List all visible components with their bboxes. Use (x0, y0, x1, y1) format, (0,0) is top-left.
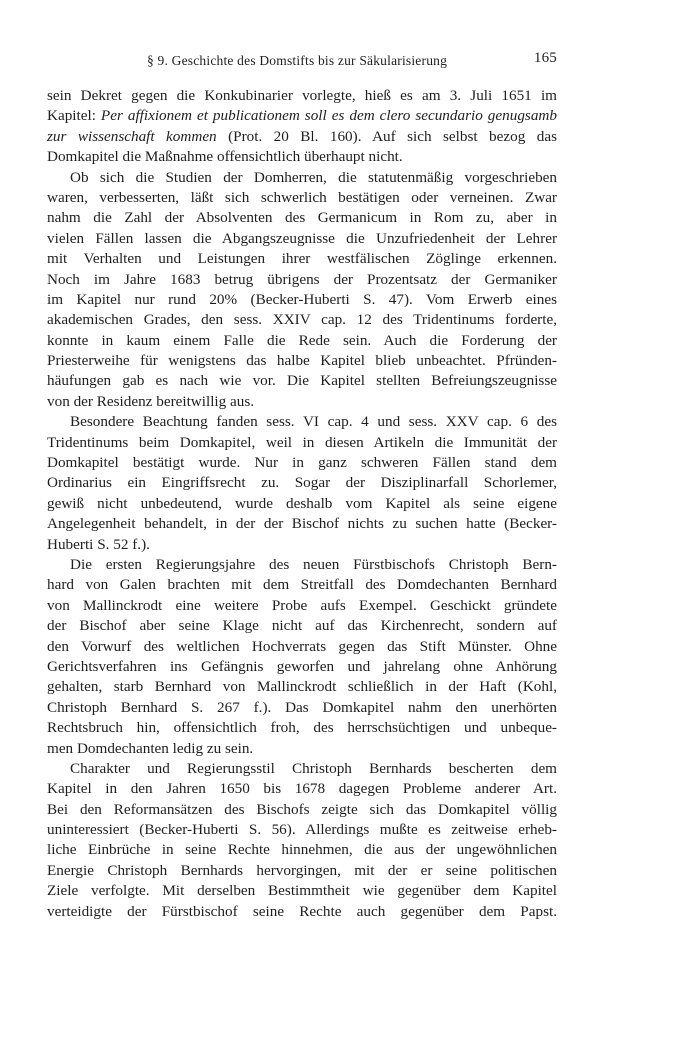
text-run: den Vorwurf des weltlichen Hochverrats gegen das Stift Münster. Ohne (47, 637, 557, 655)
text-run: gehalten, starb Bernhard von Mallinckrodt schließlich in der Haft (Kohl, (47, 678, 557, 696)
text-run: Energie Christoph Bernhards hervorgingen, mit der er seine politischen (47, 861, 557, 879)
text-run: hard von Galen brachten mit dem Streitfall des Domdechanten Bernhard (47, 576, 557, 594)
text-run: men Domdechanten ledig zu sein. (47, 739, 254, 757)
text-line (47, 840, 557, 860)
text-run: verteidigte der Fürstbischof seine Rechte auch gegenüber dem Papst. (47, 902, 557, 920)
text-run: Rechtsbruch hin, offensichtlich froh, des herrschsüchtigen und unbeque- (47, 719, 557, 737)
text-line (47, 433, 557, 453)
text-run: waren, verbesserten, läßt sich schwerlich bestätigen oder verneinen. Zwar (47, 188, 557, 206)
text-run: häufungen gab es nach wie vor. Die Kapitel stellten Befreiungszeugnisse (47, 372, 557, 390)
text-run: Christoph Bernhard S. 267 f.). Das Domkapitel nahm den unerhörten (47, 698, 557, 716)
text-line (47, 106, 557, 126)
text-run: gewiß nicht unbedeutend, wurde deshalb vom Kapitel als seine eigene (47, 494, 557, 512)
text-line (47, 820, 557, 840)
text-line (47, 453, 557, 473)
text-line (47, 514, 557, 534)
text-run: Ziele verfolgte. Mit derselben Bestimmtheit wie gegenüber dem Kapitel (47, 882, 557, 900)
text-line (47, 677, 557, 697)
text-line (47, 249, 557, 269)
text-line (47, 188, 557, 208)
text-line (47, 739, 557, 759)
text-line (47, 290, 557, 310)
text-line (47, 473, 557, 493)
text-run: Ob sich die Studien der Domherren, die statutenmäßig vorgeschrieben (70, 168, 557, 186)
text-line (47, 208, 557, 228)
text-line (47, 616, 557, 636)
text-line (47, 657, 557, 677)
italic-quote: zur wissenschaft kommen (47, 127, 217, 145)
text-line (47, 412, 557, 432)
text-run: mit Verhalten und Leistungen ihrer westfälischen Zöglinge erkennen. (47, 250, 557, 268)
text-run: von Mallinckrodt eine weitere Probe aufs Exempel. Geschickt gründete (47, 596, 557, 614)
text-run: konnte in kaum einem Falle die Rede sein. Auch die Forderung der (47, 331, 557, 349)
page-number: 165 (533, 50, 557, 66)
text-run: nahm die Zahl der Absolventen des Germanicum in Rom zu, aber in (47, 209, 557, 227)
text-line (47, 270, 557, 290)
text-run: Kapitel in den Jahren 1650 bis 1678 dagegen Probleme anderer Art. (47, 780, 557, 798)
text-run: liche Einbrüche in seine Rechte hinnehmen, die aus der ungewöhnlichen (47, 841, 557, 859)
text-run: sein Dekret gegen die Konkubinarier vorlegte, hieß es am 3. Juli 1651 im (47, 87, 557, 104)
text-line (47, 718, 557, 738)
text-line (47, 596, 557, 616)
text-run: uninteressiert (Becker-Huberti S. 56). Allerdings mußte es zeitweise erheb- (47, 821, 557, 839)
text-run: Ordinarius ein Eingriffsrecht zu. Sogar der Disziplinarfall Schorlemer, (47, 474, 557, 492)
text-line (47, 698, 557, 718)
text-run: Bei den Reformansätzen des Bischofs zeigte sich das Domkapitel völlig (47, 800, 557, 818)
text-line (47, 861, 557, 881)
text-run: von der Residenz bereitwillig aus. (47, 392, 255, 410)
running-title: § 9. Geschichte des Domstifts bis zur Säkularisierung (147, 53, 448, 68)
text-run: Domkapitel die Maßnahme offensichtlich überhaupt nicht. (47, 148, 403, 166)
text-run: der Bischof aber seine Klage nicht auf das Kirchenrecht, sondern auf (47, 617, 557, 635)
text-line (47, 555, 557, 575)
text-line (47, 575, 557, 595)
text-line (47, 351, 557, 371)
text-run: akademischen Grades, den sess. XXIV cap. 12 des Tridentinums forderte, (47, 311, 557, 329)
text-line (47, 902, 557, 922)
text-line (47, 229, 557, 249)
body-text (47, 86, 557, 922)
text-run: Gerichtsverfahren ins Gefängnis geworfen und jahrelang ohne Anhörung (47, 657, 557, 675)
text-run: Noch im Jahre 1683 betrug übrigens der Prozentsatz der Germaniker (47, 270, 557, 288)
text-run: Domkapitel bestätigt wurde. Nur in ganz schweren Fällen stand dem (47, 454, 557, 472)
text-line (47, 759, 557, 779)
text-line (47, 127, 557, 147)
text-line (47, 494, 557, 514)
text-line (47, 371, 557, 391)
text-line (47, 310, 557, 330)
text-run: Kapitel: (47, 107, 101, 125)
text-run: Huberti S. 52 f.). (47, 535, 150, 553)
running-head (47, 50, 557, 72)
text-line (47, 86, 557, 106)
text-run: Tridentinums beim Domkapitel, weil in diesen Artikeln die Immunität der (47, 433, 557, 451)
text-run: Priesterweihe für wenigstens das halbe Kapitel blieb unbeachtet. Pfründen- (47, 352, 557, 370)
text-line (47, 881, 557, 901)
text-line (47, 392, 557, 412)
text-run: (Prot. 20 Bl. 160). Auf sich selbst bezog das (216, 127, 557, 145)
text-line (47, 779, 557, 799)
text-line (47, 800, 557, 820)
text-run: vielen Fällen lassen die Abgangszeugnisse die Unzufriedenheit der Lehrer (47, 229, 557, 247)
text-run: Angelegenheit behandelt, in der der Bischof nichts zu suchen hatte (Becker- (47, 515, 557, 533)
text-line (47, 637, 557, 657)
text-run: Charakter und Regierungsstil Christoph Bernhards bescherten dem (70, 759, 557, 777)
text-line (47, 168, 557, 188)
text-run: im Kapitel nur rund 20% (Becker-Huberti S. 47). Vom Erwerb eines (47, 290, 557, 308)
text-run: Besondere Beachtung fanden sess. VI cap. 4 und sess. XXV cap. 6 des (70, 413, 557, 431)
text-line (47, 331, 557, 351)
text-line (47, 147, 557, 167)
italic-quote: Per affixionem et publicationem soll es dem clero secundario genugsamb (100, 107, 557, 125)
text-line (47, 535, 557, 555)
text-run: Die ersten Regierungsjahre des neuen Fürstbischofs Christoph Bern- (70, 555, 557, 573)
